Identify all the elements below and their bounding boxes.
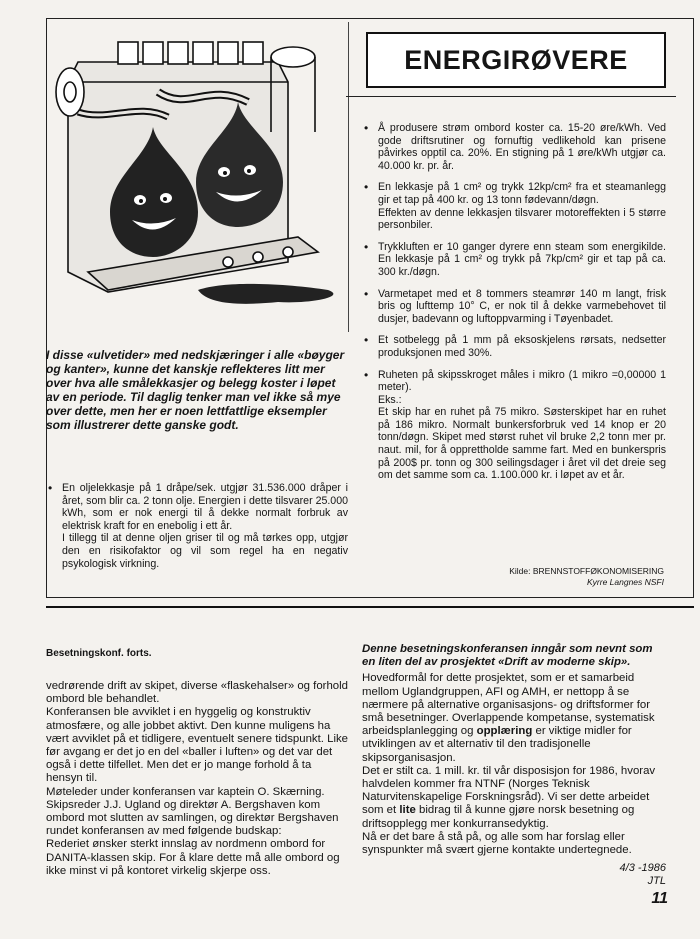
- title-box: [366, 32, 666, 88]
- paragraph: vedrørende drift av skipet, diverse «flaskehalser» og forhold ombord ble behandlet.: [46, 680, 349, 706]
- source-credit: Kilde: BRENNSTOFFØKONOMISERING Kyrre Langnes NSFI: [509, 566, 664, 587]
- right-bullet-column: [362, 122, 666, 491]
- title-rule: [346, 96, 676, 97]
- list-item: • En oljelekkasje på 1 dråpe/sek. utgjør 31.536.000 dråper i året, som blir ca. 2 tonn olje. Energien i dette tilsvarer 25.000 kWh, som er nok energi til å dekke normalt forbruk av elektrisk kraft for en enebolig i ett år. I tillegg til at denne oljen griser til og må tørkes opp, utgjør den en risikofaktor og vil som regel ha en negativ psykologisk virkning.: [46, 482, 348, 570]
- paragraph: Rederiet ønsker sterkt innslag av nordmenn ombord for DANITA-klassen skip. For å klare dette må alle ombord og ikke minst vi på kontoret virkelig skjerpe oss.: [46, 838, 340, 877]
- list-item: • Trykkluften er 10 ganger dyrere enn steam som energikilde. En lekkasje på 1 cm² og trykk på 7kp/cm² gir et tap på ca. 300 kr./døgn.: [362, 241, 666, 279]
- signature: JTL: [647, 875, 666, 887]
- list-item: • Ruheten på skipsskroget måles i mikro (1 mikro =0,00000 1 meter). Eks.: Et skip har en ruhet på 75 mikro. Søsterskipet har en ruhet på 186 mikro. Normalt bunkersforbruk ved 14 knop er 20 tonn/døgn. Skipet med størst ruhet vil bruke 2,2 tonn mer pr. naut. mil, for å opprettholde samme fart. Med en bunkerspris på 200$ pr. tonn og 300 seilingsdager i året vil det dreie seg om det samme som ca. 1.100.000 kr. i løpet av et år.: [362, 369, 666, 482]
- section-divider: [46, 606, 694, 608]
- bottom-right-text: [362, 643, 666, 857]
- page-title: ENERGIRØVERE: [404, 44, 628, 75]
- paragraph: Hovedformål for dette prosjektet, som er et samarbeid mellom Uglandgruppen, AFI og AMH, er nettopp å se nærmere på alternative organisasjons- og driftsformer for små besetninger. Overlappende kompetanse, systematisk arbeidsplanlegging og opplæring er viktige midler for utviklingen av et alternativ til den tradisjonelle skipsorganisasjon.: [362, 672, 655, 764]
- paragraph: Skipsreder J.J. Ugland og direktør A. Bergshaven kom ombord mot slutten av samlingen, og direktør Bergshaven rundet konferansen av med følgende budskap:: [46, 798, 339, 838]
- left-bullet-column: [46, 482, 348, 579]
- signature-block: [560, 862, 666, 888]
- paragraph: Nå er det bare å stå på, og alle som har forslag eller synspunkter må svært gjerne kontakte undertegnede.: [362, 830, 632, 857]
- illustration-divider: [348, 22, 349, 332]
- paragraph: Det er stilt ca. 1 mill. kr. til vår disposisjon for 1986, hvorav halvdelen kommer fra NTNF (Norges Teknisk Naturvitenskapelige Forskningsråd). Vi ser dette arbeidet som et lite bidrag til å kunne gjøre norsk besetning og driftsopplegg mer konkurransedyktig.: [362, 764, 656, 830]
- page-number: 11: [651, 890, 668, 907]
- list-item: • En lekkasje på 1 cm² og trykk 12kp/cm² fra et steamanlegg gir et tap på 400 kr. og 13 tonn fødevann/døgn. Effekten av denne lekkasjen tilsvarer motoreffekten i 5 større personbiler.: [362, 181, 666, 231]
- bottom-left-text: [46, 680, 348, 878]
- list-item: • Varmetapet med et 8 tommers steamrør 140 m langt, frisk bris og lufttemp 10° C, er nok til å dekke varmebehovet til dusjer, badevann og luftoppvarming i Tøyenbadet.: [362, 288, 666, 326]
- list-item: • Å produsere strøm ombord koster ca. 15-20 øre/kWh. Ved gode driftsrutiner og fornuftig vedlikehold kan prisene påvirkes opptil ca. 20%. En stigning på 1 øre/kWh utgjør ca. 40.000 kr. pr. år.: [362, 122, 666, 172]
- engine-oil-drops-illustration: [48, 22, 348, 332]
- list-item: • Et sotbelegg på 1 mm på eksoskjelens rørsats, nedsetter produksjonen med 30%.: [362, 334, 666, 359]
- continuation-heading: Besetningskonf. forts.: [46, 648, 152, 659]
- paragraph: Konferansen ble avviklet i en hyggelig og konstruktiv atmosfære, og alle jobbet aktivt. Den kunne muligens ha vært avviklet på et tidligere, eventuelt senere tidspunkt. Like før avgang er det jo en del «baller i luften» og det var det også i dette tilfellet. Men det er jo mange forhold å ta hensyn til.: [46, 706, 349, 785]
- lead-paragraph: Denne besetningskonferansen inngår som nevnt som en liten del av prosjektet «Drift av moderne skip».: [362, 643, 653, 669]
- intro-paragraph: I disse «ulvetider» med nedskjæringer i alle «bøyger og kanter», kunne det kanskje reflekteres litt mer over hva alle smålekkasjer og belegg koster i løpet av en periode. Til daglig tenker man vel ikke så mye over dette, men her er noen lettfattlige eksempler som illustrerer dette ganske godt.: [46, 348, 345, 432]
- date: 4/3 -1986: [619, 862, 666, 874]
- paragraph: Møteleder under konferansen var kaptein O. Skærning.: [46, 785, 325, 798]
